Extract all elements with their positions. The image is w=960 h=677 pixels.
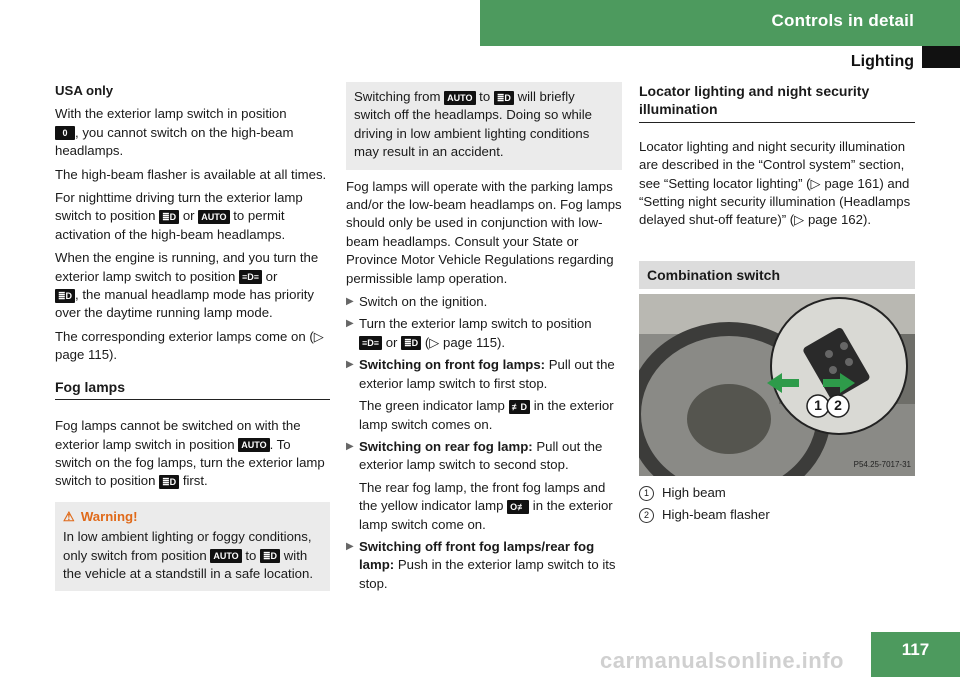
low-beam-icon: ≣D — [401, 336, 421, 350]
warning-box: ⚠ Warning! In low ambient lighting or foggy conditions, only switch from position AUTO to ≣D with the vehicle at a standstill in a safe location. — [55, 502, 330, 592]
image-code: P54.25-7017-31 — [853, 459, 911, 469]
indicator-note: The green indicator lamp ≢D in the exterior lamp switch comes on. — [359, 398, 614, 432]
low-beam-icon: ≣D — [494, 91, 514, 105]
low-beam-icon: ≣D — [260, 549, 280, 563]
number-icon: 2 — [639, 508, 654, 523]
auto-icon: AUTO — [444, 91, 475, 105]
list-item: ▶ Switch on the ignition. — [346, 293, 622, 311]
list-item: ▶ Switching off front fog lamps/rear fog lamp: Push in the exterior lamp switch to its stop. — [346, 538, 616, 591]
list-item: ▶ Switching on front fog lamps: Pull out the exterior lamp switch to first stop. — [346, 357, 615, 391]
arrow-icon: ▶ — [346, 359, 354, 371]
section-title: Lighting — [850, 53, 914, 70]
combination-switch-heading: Combination switch — [639, 261, 915, 289]
auto-icon: AUTO — [238, 438, 269, 452]
column-1 — [55, 82, 330, 591]
paragraph: For nighttime driving turn the exterior lamp switch to position ≣D or AUTO to permit activation of the high-beam headlamps. — [55, 190, 303, 242]
list-item: ▶ Switching on rear fog lamp: Pull out the exterior lamp switch to second stop. — [346, 438, 603, 473]
paragraph: Fog lamps cannot be switched on with the exterior lamp switch in position AUTO . To switch on the fog lamps, turn the exterior lamp switch to position ≣D first. — [55, 418, 325, 489]
fog-lamps-heading: Fog lamps — [55, 378, 330, 400]
number-icon: 1 — [639, 486, 654, 501]
chapter-title: Controls in detail — [771, 11, 914, 30]
column-3 — [639, 82, 915, 524]
low-beam-icon: ≣D — [159, 475, 179, 489]
warning-triangle-icon: ⚠ — [63, 508, 75, 524]
steering-photo-icon — [639, 294, 915, 476]
parking-lamp-icon: ≡D≡ — [359, 336, 382, 350]
page-number: 117 — [871, 632, 960, 677]
watermark: carmanualsonline.info — [600, 648, 844, 673]
arrow-icon: ▶ — [346, 440, 354, 452]
indicator-note: The rear fog lamp, the front fog lamps and the yellow indicator lamp O≢ in the exterior lamp switch come on. — [359, 479, 613, 532]
parking-lamp-icon: ≡D≡ — [239, 270, 262, 284]
low-beam-icon: ≣D — [159, 210, 179, 224]
warning-title: Warning! — [80, 508, 138, 524]
arrow-icon: ▶ — [346, 540, 354, 552]
callout-1: 1 — [814, 397, 822, 414]
paragraph: With the exterior lamp switch in position 0 , you cannot switch on the high-beam headlamps. — [55, 106, 294, 159]
paragraph: Fog lamps will operate with the parking lamps and/or the low-beam headlamps on. Fog lamps should only be used in conjunction with low-beam headlamps. Consult your State or Province Motor Vehicle Regulations regarding permissible lamp operation. — [346, 178, 622, 286]
front-fog-icon: ≢D — [509, 400, 531, 414]
legend-item: 2 High-beam flasher — [639, 506, 915, 524]
auto-icon: AUTO — [198, 210, 229, 224]
paragraph: Locator lighting and night security illumination are described in the “Control system” section, see “Setting locator lighting” (▷ page 161) and “Setting night security illumination (Headlamps delayed shut-off feature)” (▷ page 162). — [639, 138, 911, 228]
rear-fog-icon: O≢ — [507, 500, 529, 514]
low-beam-icon: ≣D — [55, 289, 75, 303]
list-item: ▶ Turn the exterior lamp switch to position ≡D≡ or ≣D (▷ page 115). — [346, 316, 592, 350]
callout-2: 2 — [834, 397, 842, 414]
arrow-icon: ▶ — [346, 318, 354, 330]
column-2 — [346, 82, 622, 597]
paragraph: When the engine is running, and you turn the exterior lamp switch to position ≡D≡ or ≣D , the manual headlamp mode has priority over the daytime running lamp mode. — [55, 250, 319, 321]
auto-icon: AUTO — [210, 549, 241, 563]
warning-continued-box: Switching from AUTO to ≣D will briefly switch off the headlamps. Doing so while driving in low ambient lighting conditions may result in an accident. — [346, 82, 622, 170]
combination-switch-image — [639, 294, 915, 476]
legend-item: 1 High beam — [639, 484, 915, 502]
arrow-icon: ▶ — [346, 296, 354, 308]
usa-heading: USA only — [55, 83, 114, 98]
key-zero-icon: 0 — [55, 126, 75, 140]
paragraph: The corresponding exterior lamps come on (▷ page 115). — [55, 328, 324, 363]
locator-heading: Locator lighting and night security illumination — [639, 82, 915, 123]
paragraph: The high-beam flasher is available at all times. — [55, 166, 327, 182]
thumb-tab — [922, 46, 960, 68]
